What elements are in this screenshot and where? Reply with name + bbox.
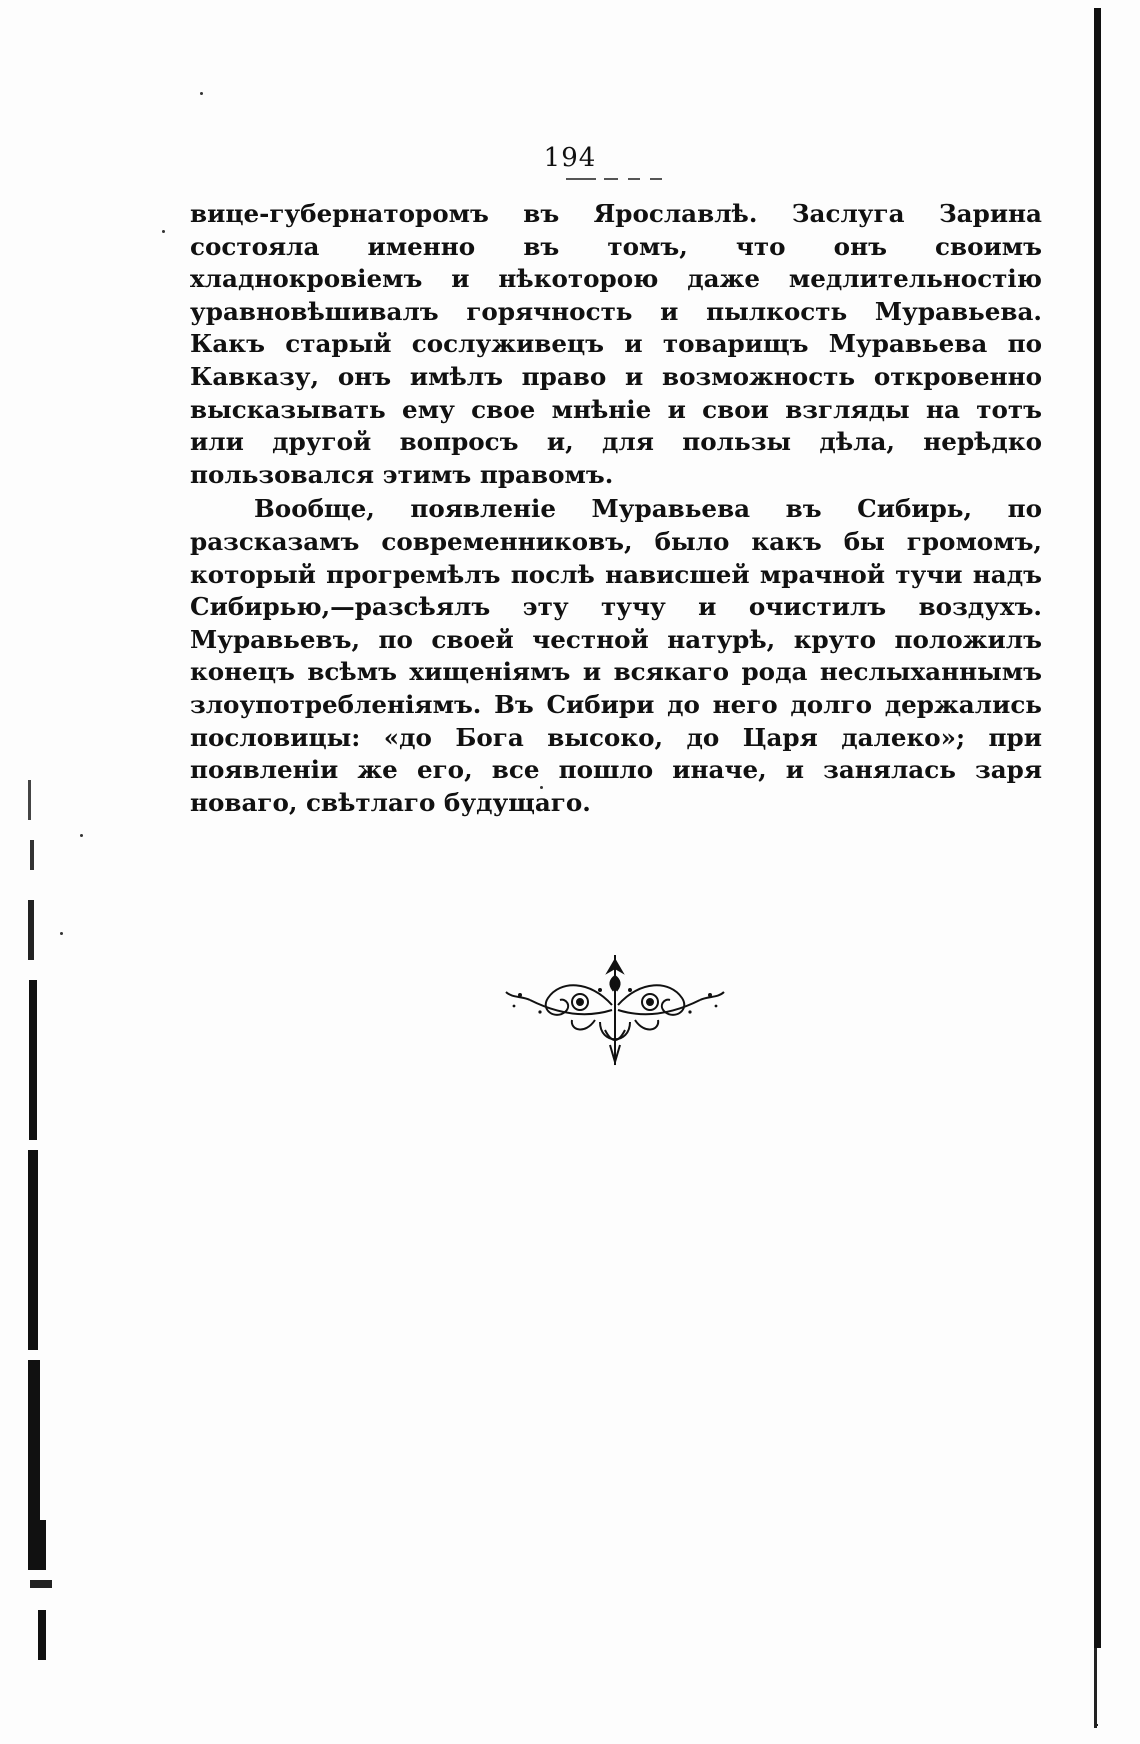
- scan-right-border: [1094, 8, 1108, 1728]
- body-text: [190, 198, 1042, 819]
- scan-speck: [60, 932, 63, 935]
- paragraph-continued: вице-губернаторомъ въ Ярославлѣ. Заслуга Зарина состояла именно въ томъ, что онъ своимъ хладнокровіемъ и нѣкоторою даже медлительностію уравновѣшивалъ горячность и пылкость Муравьева. Какъ старый сослуживецъ и товарищъ Муравьева по Кавказу, онъ имѣлъ право и возможность откровенно высказывать ему свое мнѣніе и свои взгляды на тотъ или другой вопросъ и, для пользы дѣла, нерѣдко пользовался этимъ правомъ.: [190, 199, 1042, 489]
- page-number-underline: [566, 178, 664, 180]
- scan-speck: [200, 92, 203, 95]
- page-number: 194: [543, 143, 597, 173]
- scan-speck: [80, 834, 83, 837]
- paragraph: Вообще, появленіе Муравьева въ Сибирь, по разсказамъ современниковъ, было какъ бы громомъ, который прогремѣлъ послѣ нависшей мрачной тучи надъ Сибирью,—разсѣялъ эту тучу и очистилъ воздухъ. Муравьевъ, по своей честной натурѣ, круто положилъ конецъ всѣмъ хищеніямъ и всякаго рода неслыханнымъ злоупотребленіямъ. Въ Сибири до него долго держались пословицы: «до Бога высоко, до Царя далеко»; при появленіи же его, все пошло иначе, и занялась заря новаго, свѣтлаго будущаго.: [190, 494, 1042, 817]
- scan-left-binding: [28, 780, 54, 1660]
- floral-vignette-icon: [500, 950, 730, 1070]
- scan-speck: [162, 230, 165, 233]
